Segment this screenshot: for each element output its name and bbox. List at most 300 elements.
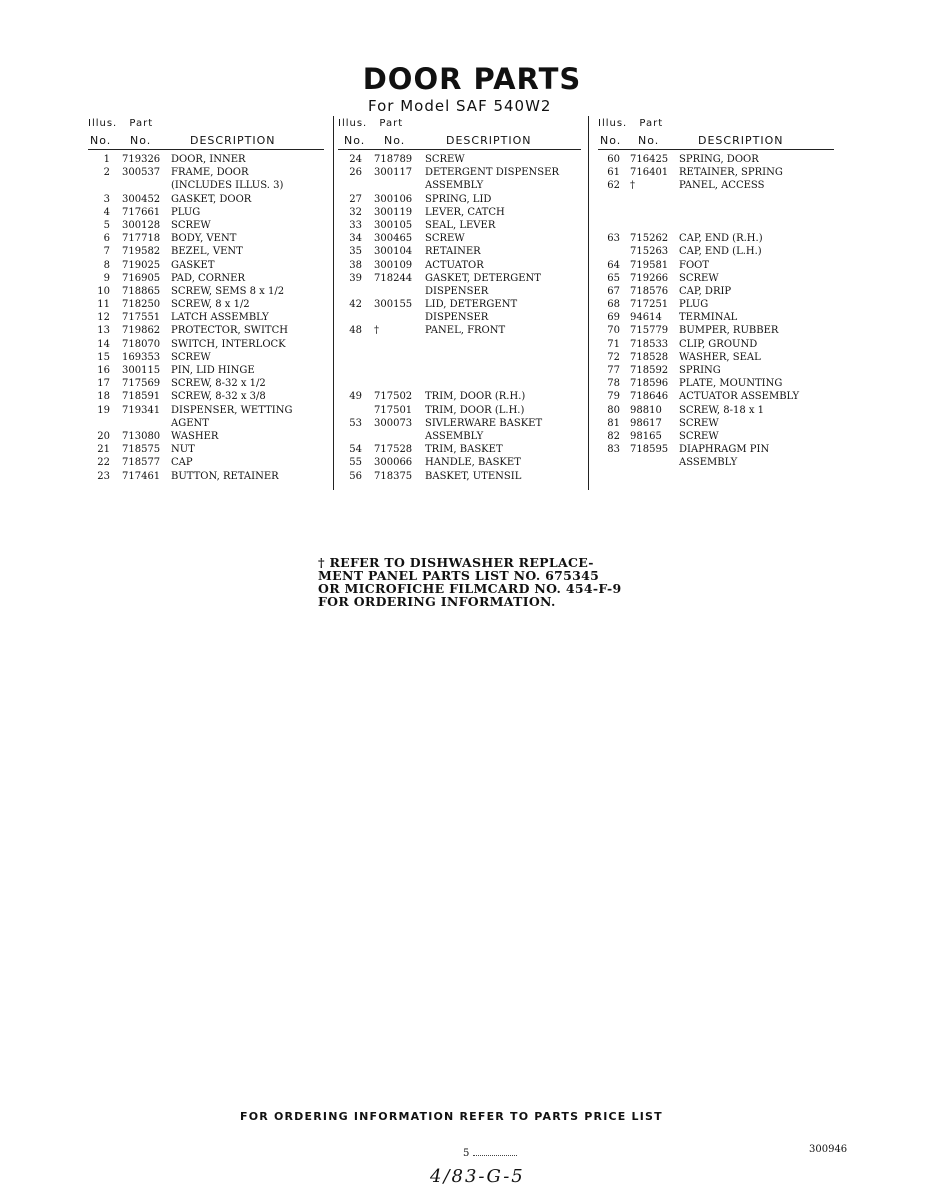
part-number: 717528 [374, 444, 413, 456]
part-description: SCREW [425, 154, 465, 165]
illus-number: 69 [607, 312, 620, 324]
table-row [598, 444, 834, 457]
part-number: 98810 [630, 404, 662, 416]
illus-number: 77 [607, 365, 620, 376]
part-description: GASKET, DETERGENT [425, 272, 541, 284]
illus-number: 67 [607, 285, 620, 297]
part-number: 718577 [122, 457, 161, 469]
table-row [598, 431, 834, 444]
illus-number: 62 [607, 180, 620, 192]
part-number: 718244 [374, 272, 413, 284]
table-row [598, 286, 834, 299]
part-number: 719025 [122, 259, 161, 271]
document-number: 300946 [809, 1144, 848, 1155]
handwritten-note: 4/83-G-5 [430, 1166, 525, 1187]
table-row [598, 220, 834, 233]
part-description: ASSEMBLY [425, 430, 484, 442]
part-number: 718595 [630, 444, 669, 456]
illus-number: 6 [103, 233, 110, 245]
table-row [338, 365, 581, 378]
illus-header: Illus. [598, 118, 628, 129]
illus-number: 3 [103, 193, 110, 205]
page-subtitle: For Model SAF 540W2 [368, 97, 552, 115]
part-number: 719341 [122, 404, 161, 416]
illus-number: 35 [349, 246, 362, 258]
part-description: NUT [171, 444, 195, 456]
part-number: 300106 [374, 193, 413, 205]
parts-column-3 [598, 118, 834, 471]
illus-number: 15 [97, 351, 110, 363]
part-header: Part [379, 118, 404, 129]
page-title: DOOR PARTS [362, 62, 582, 96]
illus-number: 7 [103, 246, 110, 258]
illus-number: 22 [97, 457, 110, 469]
illus-number: 1 [103, 154, 110, 165]
parts-rows-1 [88, 154, 324, 484]
illus-number: 71 [607, 338, 620, 350]
part-description: BUTTON, RETAINER [171, 470, 279, 482]
table-row [338, 471, 581, 484]
table-row [598, 312, 834, 325]
illus-number: 55 [349, 457, 362, 469]
part-description: SCREW, 8-32 x 3/8 [171, 391, 266, 403]
part-number: 98165 [630, 430, 662, 442]
part-number: 300073 [374, 417, 413, 429]
table-row [598, 207, 834, 220]
table-row [88, 299, 324, 312]
table-row [88, 286, 324, 299]
part-description: TRIM, BASKET [425, 444, 503, 456]
illus-number: 9 [103, 272, 110, 284]
part-description: DETERGENT DISPENSER [425, 167, 559, 179]
table-row [338, 391, 581, 404]
part-number: 718789 [374, 154, 413, 165]
illus-number: 48 [349, 325, 362, 337]
part-description: PLUG [679, 299, 709, 311]
parts-column-2 [338, 118, 581, 484]
table-row [88, 207, 324, 220]
table-row [88, 167, 324, 180]
illus-number: 81 [607, 417, 620, 429]
page-number-value: 5 [463, 1148, 470, 1159]
illus-number: 20 [97, 430, 110, 442]
part-number: 169353 [122, 351, 161, 363]
part-description: DISPENSER, WETTING [171, 404, 293, 416]
table-row [88, 312, 324, 325]
parts-column-1 [88, 118, 324, 484]
illus-number: 70 [607, 325, 620, 337]
part-description: TRIM, DOOR (R.H.) [425, 391, 526, 403]
page-number-underline [473, 1155, 517, 1156]
table-row [88, 391, 324, 404]
illus-number: 65 [607, 272, 620, 284]
description-header: DESCRIPTION [698, 134, 784, 147]
part-number: 717551 [122, 312, 161, 324]
illus-number: 54 [349, 444, 362, 456]
part-number: 718592 [630, 365, 669, 376]
table-row [88, 233, 324, 246]
part-description: PANEL, ACCESS [679, 180, 765, 192]
part-description: ACTUATOR ASSEMBLY [679, 391, 800, 403]
table-row [88, 378, 324, 391]
table-row [598, 339, 834, 352]
illus-number: 42 [349, 299, 362, 311]
part-number: † [630, 180, 635, 192]
part-description: SCREW [171, 351, 211, 363]
part-number: 718576 [630, 285, 669, 297]
illus-number: 82 [607, 430, 620, 442]
part-number: 718375 [374, 470, 413, 482]
parts-rows-3 [598, 154, 834, 471]
part-description: ASSEMBLY [679, 457, 738, 469]
part-description: FOOT [679, 259, 710, 271]
part-description: FRAME, DOOR [171, 167, 249, 179]
part-number: 300109 [374, 259, 413, 271]
table-row [88, 325, 324, 338]
part-number: 717461 [122, 470, 161, 482]
part-no-header: No. [638, 134, 660, 147]
table-row [88, 339, 324, 352]
illus-number: 10 [97, 285, 110, 297]
table-row [598, 273, 834, 286]
footnote-line: FOR ORDERING INFORMATION. [318, 594, 556, 609]
part-description: (INCLUDES ILLUS. 3) [171, 180, 284, 192]
part-description: GASKET [171, 259, 215, 271]
illus-number: 23 [97, 470, 110, 482]
illus-number: 72 [607, 351, 620, 363]
table-row [88, 246, 324, 259]
illus-number: 33 [349, 219, 362, 231]
table-row [338, 220, 581, 233]
part-description: DOOR, INNER [171, 154, 246, 165]
table-row [88, 431, 324, 444]
illus-number: 38 [349, 259, 362, 271]
ordering-info: FOR ORDERING INFORMATION REFER TO PARTS PRICE LIST [240, 1110, 663, 1123]
illus-number: 16 [97, 365, 110, 376]
column-header-top [598, 118, 834, 131]
table-row [598, 299, 834, 312]
part-description: PLUG [171, 206, 201, 218]
illus-number: 60 [607, 154, 620, 165]
illus-number: 83 [607, 444, 620, 456]
part-description: TERMINAL [679, 312, 738, 324]
table-row [338, 154, 581, 167]
part-description: SCREW [679, 272, 719, 284]
table-row [598, 405, 834, 418]
illus-number: 13 [97, 325, 110, 337]
table-row [88, 352, 324, 365]
table-row [338, 339, 581, 352]
part-description: WASHER [171, 430, 219, 442]
table-row [88, 154, 324, 167]
part-number: 716401 [630, 167, 669, 179]
table-row [338, 431, 581, 444]
column-header-top [88, 118, 324, 131]
part-description: DISPENSER [425, 312, 489, 324]
illus-no-header: No. [600, 134, 622, 147]
part-description: BODY, VENT [171, 233, 237, 245]
column-header-bottom [598, 131, 834, 150]
illus-number: 64 [607, 259, 620, 271]
table-row [88, 405, 324, 418]
part-number: 717502 [374, 391, 413, 403]
illus-header: Illus. [88, 118, 118, 129]
part-number: 718596 [630, 378, 669, 390]
part-description: CAP, END (L.H.) [679, 246, 762, 258]
table-row [88, 365, 324, 378]
illus-number: 79 [607, 391, 620, 403]
column-header-bottom [88, 131, 324, 150]
part-description: TRIM, DOOR (L.H.) [425, 404, 525, 416]
table-row [598, 154, 834, 167]
part-number: 717661 [122, 206, 161, 218]
part-description: LEVER, CATCH [425, 206, 505, 218]
footnote-line: OR MICROFICHE FILMCARD NO. 454-F-9 [318, 581, 622, 596]
table-row [88, 273, 324, 286]
part-number: 718250 [122, 299, 161, 311]
part-description: PANEL, FRONT [425, 325, 506, 337]
table-row [338, 457, 581, 470]
part-number: 300117 [374, 167, 413, 179]
part-description: ASSEMBLY [425, 180, 484, 192]
table-row [338, 180, 581, 193]
part-number: 300104 [374, 246, 413, 258]
part-number: 300066 [374, 457, 413, 469]
table-row [338, 418, 581, 431]
part-description: PLATE, MOUNTING [679, 378, 783, 390]
table-row [338, 286, 581, 299]
table-row [338, 194, 581, 207]
column-header-bottom [338, 131, 581, 150]
part-number: 300155 [374, 299, 413, 311]
table-row [338, 233, 581, 246]
part-description: LATCH ASSEMBLY [171, 312, 269, 324]
part-description: CAP, DRIP [679, 285, 732, 297]
footnote [318, 556, 621, 608]
part-number: 718533 [630, 338, 669, 350]
table-row [598, 260, 834, 273]
illus-number: 24 [349, 154, 362, 165]
part-number: † [374, 325, 379, 337]
part-description: PIN, LID HINGE [171, 365, 255, 376]
part-number: 713080 [122, 430, 161, 442]
illus-header: Illus. [338, 118, 368, 129]
illus-number: 78 [607, 378, 620, 390]
part-description: SWITCH, INTERLOCK [171, 338, 286, 350]
column-header-top [338, 118, 581, 131]
table-row [598, 352, 834, 365]
footnote-line: † REFER TO DISHWASHER REPLACE- [318, 555, 594, 570]
page-number [463, 1148, 517, 1159]
part-number: 718865 [122, 285, 161, 297]
part-description: SPRING, LID [425, 193, 492, 205]
part-description: HANDLE, BASKET [425, 457, 521, 469]
part-number: 717718 [122, 233, 161, 245]
illus-number: 49 [349, 391, 362, 403]
illus-number: 53 [349, 417, 362, 429]
table-row [598, 233, 834, 246]
table-row [598, 194, 834, 207]
illus-number: 11 [97, 299, 110, 311]
part-number: 717251 [630, 299, 669, 311]
table-row [338, 352, 581, 365]
part-description: SCREW, 8 x 1/2 [171, 299, 250, 311]
part-description: LID, DETERGENT [425, 299, 518, 311]
table-row [338, 167, 581, 180]
part-number: 300115 [122, 365, 161, 376]
part-number: 715263 [630, 246, 669, 258]
part-description: SEAL, LEVER [425, 219, 496, 231]
illus-no-header: No. [344, 134, 366, 147]
part-description: SCREW, 8-32 x 1/2 [171, 378, 266, 390]
illus-number: 34 [349, 233, 362, 245]
column-divider-2 [588, 116, 589, 490]
part-description: RETAINER, SPRING [679, 167, 783, 179]
table-row [598, 246, 834, 259]
table-row [338, 207, 581, 220]
part-no-header: No. [130, 134, 152, 147]
column-divider-1 [333, 116, 334, 490]
illus-number: 5 [103, 219, 110, 231]
description-header: DESCRIPTION [190, 134, 276, 147]
part-number: 718646 [630, 391, 669, 403]
part-number: 300128 [122, 219, 161, 231]
part-number: 719326 [122, 154, 161, 165]
part-description: SIVLERWARE BASKET [425, 417, 543, 429]
part-description: BASKET, UTENSIL [425, 470, 522, 482]
illus-number: 27 [349, 193, 362, 205]
part-description: PAD, CORNER [171, 272, 246, 284]
table-row [338, 260, 581, 273]
table-row [338, 444, 581, 457]
description-header: DESCRIPTION [446, 134, 532, 147]
table-row [88, 194, 324, 207]
table-row [338, 299, 581, 312]
part-description: BEZEL, VENT [171, 246, 243, 258]
illus-number: 39 [349, 272, 362, 284]
illus-number: 17 [97, 378, 110, 390]
table-row [598, 418, 834, 431]
table-row [88, 471, 324, 484]
part-description: SCREW [679, 417, 719, 429]
part-number: 719582 [122, 246, 161, 258]
illus-number: 68 [607, 299, 620, 311]
table-row [598, 180, 834, 193]
table-row [338, 378, 581, 391]
part-description: SPRING, DOOR [679, 154, 759, 165]
table-row [598, 378, 834, 391]
illus-number: 2 [103, 167, 110, 179]
table-row [88, 180, 324, 193]
part-no-header: No. [384, 134, 406, 147]
illus-number: 19 [97, 404, 110, 416]
table-row [88, 260, 324, 273]
part-description: WASHER, SEAL [679, 351, 761, 363]
part-number: 300119 [374, 206, 413, 218]
part-number: 718575 [122, 444, 161, 456]
part-description: CAP [171, 457, 193, 469]
table-row [88, 418, 324, 431]
parts-rows-2 [338, 154, 581, 484]
illus-number: 8 [103, 259, 110, 271]
part-header: Part [129, 118, 154, 129]
table-row [598, 457, 834, 470]
illus-number: 80 [607, 404, 620, 416]
part-description: RETAINER [425, 246, 481, 258]
table-row [598, 391, 834, 404]
part-description: GASKET, DOOR [171, 193, 252, 205]
part-description: SCREW, SEMS 8 x 1/2 [171, 285, 285, 297]
illus-number: 26 [349, 167, 362, 179]
part-number: 717569 [122, 378, 161, 390]
illus-number: 12 [97, 312, 110, 324]
part-number: 98617 [630, 417, 662, 429]
part-description: CAP, END (R.H.) [679, 233, 763, 245]
part-description: CLIP, GROUND [679, 338, 758, 350]
illus-no-header: No. [90, 134, 112, 147]
table-row [338, 325, 581, 338]
part-number: 715779 [630, 325, 669, 337]
part-description: PROTECTOR, SWITCH [171, 325, 288, 337]
table-row [338, 273, 581, 286]
part-number: 719266 [630, 272, 669, 284]
illus-number: 21 [97, 444, 110, 456]
footnote-line: MENT PANEL PARTS LIST NO. 675345 [318, 568, 600, 583]
part-header: Part [639, 118, 664, 129]
table-row [598, 167, 834, 180]
part-description: SPRING [679, 365, 721, 376]
part-number: 719581 [630, 259, 669, 271]
part-description: SCREW [171, 219, 211, 231]
part-description: SCREW [679, 430, 719, 442]
illus-number: 14 [97, 338, 110, 350]
table-row [338, 405, 581, 418]
part-number: 715262 [630, 233, 669, 245]
table-row [88, 457, 324, 470]
table-row [598, 365, 834, 378]
part-description: SCREW [425, 233, 465, 245]
illus-number: 56 [349, 470, 362, 482]
part-number: 300537 [122, 167, 161, 179]
part-description: BUMPER, RUBBER [679, 325, 779, 337]
part-number: 717501 [374, 404, 413, 416]
table-row [88, 220, 324, 233]
part-number: 719862 [122, 325, 161, 337]
part-description: DIAPHRAGM PIN [679, 444, 770, 456]
part-number: 718591 [122, 391, 161, 403]
part-number: 300465 [374, 233, 413, 245]
illus-number: 18 [97, 391, 110, 403]
part-number: 300105 [374, 219, 413, 231]
part-description: SCREW, 8-18 x 1 [679, 404, 765, 416]
part-number: 716425 [630, 154, 669, 165]
table-row [88, 444, 324, 457]
illus-number: 32 [349, 206, 362, 218]
part-number: 94614 [630, 312, 662, 324]
part-number: 718070 [122, 338, 161, 350]
part-description: ACTUATOR [425, 259, 484, 271]
part-description: AGENT [171, 417, 209, 429]
illus-number: 61 [607, 167, 620, 179]
part-number: 300452 [122, 193, 161, 205]
table-row [338, 246, 581, 259]
illus-number: 4 [103, 206, 110, 218]
part-number: 716905 [122, 272, 161, 284]
table-row [338, 312, 581, 325]
illus-number: 63 [607, 233, 620, 245]
part-number: 718528 [630, 351, 669, 363]
table-row [598, 325, 834, 338]
